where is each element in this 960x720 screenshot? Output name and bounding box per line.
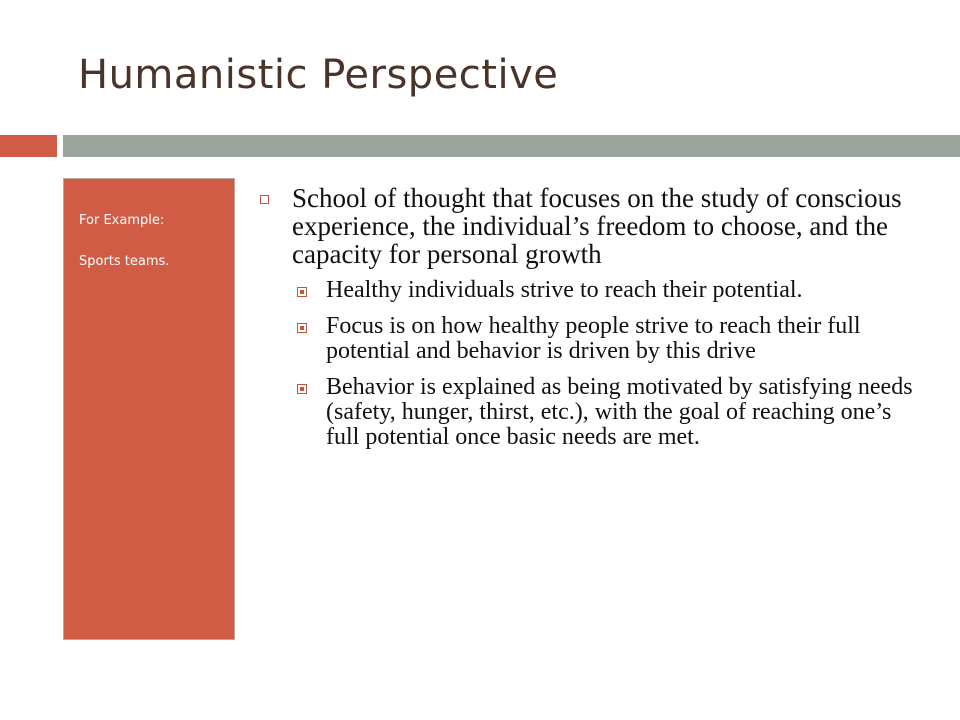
main-bullet-text: School of thought that focuses on the study of conscious experience, the individual’s freedom to choose, and the capacity for personal growth xyxy=(292,183,902,269)
filled-square-bullet-icon xyxy=(297,384,307,394)
title-divider-bar xyxy=(63,135,960,157)
example-sidebar xyxy=(63,178,235,640)
sub-bullet-text: Focus is on how healthy people strive to reach their full potential and behavior is driven by this drive xyxy=(326,313,861,364)
sub-bullet xyxy=(326,314,919,364)
sub-bullet-text: Healthy individuals strive to reach their potential. xyxy=(326,277,803,303)
sub-bullet xyxy=(326,278,919,303)
sidebar-label: For Example: xyxy=(79,213,165,228)
hollow-square-bullet-icon xyxy=(260,195,269,204)
filled-square-bullet-icon xyxy=(297,287,307,297)
sub-bullet xyxy=(326,375,919,450)
accent-bar xyxy=(0,135,57,157)
main-bullet xyxy=(259,184,919,268)
sub-bullet-text: Behavior is explained as being motivated by satisfying needs (safety, hunger, thirst, etc.), with the goal of reaching one’s full potential once basic needs are met. xyxy=(326,374,913,450)
sidebar-example: Sports teams. xyxy=(79,254,170,269)
slide-title: Humanistic Perspective xyxy=(78,52,559,98)
filled-square-bullet-icon xyxy=(297,323,307,333)
content-area xyxy=(259,184,919,461)
sub-bullet-list xyxy=(259,278,919,450)
